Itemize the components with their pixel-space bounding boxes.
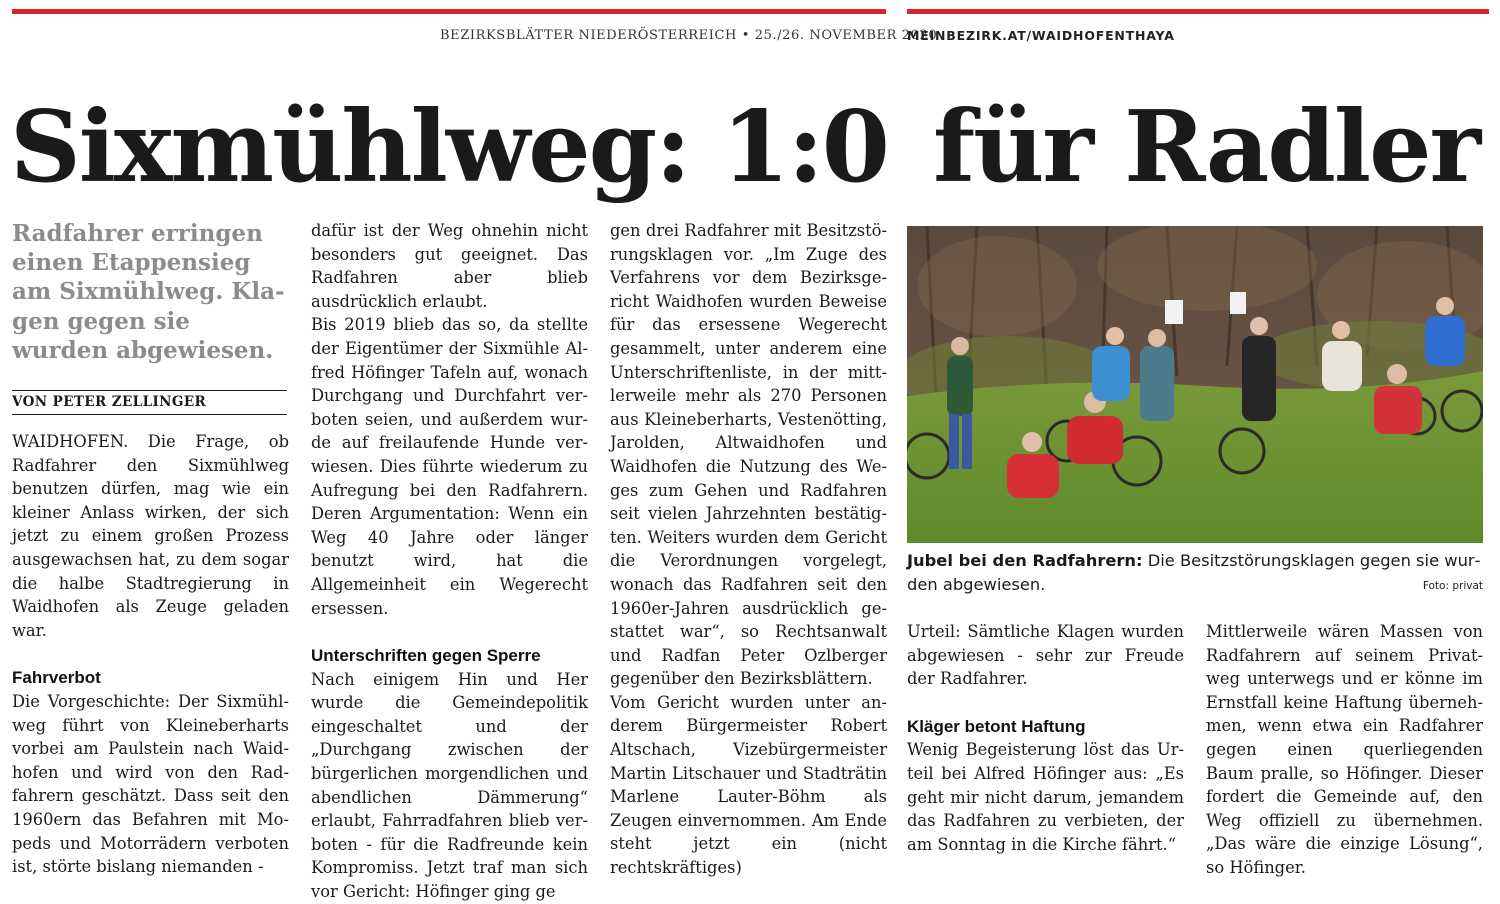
header-rule-left xyxy=(12,9,886,14)
article-column-3 xyxy=(610,219,887,880)
photo-credit: Foto: privat xyxy=(1422,580,1483,592)
paragraph: Nach einigem Hin und Her wurde die Gemeindepolitik eingeschaltet und der „Durchgang zwischen der bürgerlichen morgendlichen und abendlichen Dämmerung“ erlaubt, Fahrradfahren blieb verboten - für die Radfreunde kein Kompromiss. Jetzt traf man sich vor Gericht: Höfinger ging ge xyxy=(311,669,588,902)
paragraph: Mittlerweile wären Massen von Radfahrern auf seinem Privatweg unterwegs und er könne im Ernstfall keine Haftung übernehmen, wenn etwa ein Radfahrer gegen einen querliegenden Baum pralle, so Höfinger. Dieser fordert die Gemeinde auf, den Weg offiziell zu übernehmen. „Das wäre die einzige Lösung“, so Höfinger. xyxy=(1206,622,1483,877)
subheading-klaeger: Kläger betont Haftung xyxy=(907,716,1086,736)
paragraph: Die Vorgeschichte: Der Sixmühlweg führt von Kleineberharts vorbei am Paulstein nach Waidhofen und wird von den Radfahrern geschätzt. Dass seit den 1960ern das Befahren mit Mopeds und Motorrädern verboten ist, störte bislang niemanden - xyxy=(12,691,289,877)
caption-text: Die Besitzstörungsklagen gegen sie wurden abgewiesen. xyxy=(907,551,1481,594)
cyclists-photo-illustration xyxy=(907,226,1483,543)
paragraph: Bis 2019 blieb das so, da stellte der Eigentümer der Sixmühle Alfred Höfinger Tafeln auf, wonach Durchgang und Durchfahrt verboten seien, und außerdem wurde auf freilaufende Hunde verwiesen. Dies führte wiederum zu Aufregung bei den Radfahrern. Deren Argumentation: Wenn ein Weg 40 Jahre oder länger benutzt wird, hat die Allgemeinheit ein Wegerecht ersessen. xyxy=(311,315,588,618)
byline: VON PETER ZELLINGER xyxy=(12,394,207,410)
paragraph: Urteil: Sämtliche Klagen wurden abgewiesen - sehr zur Freude der Radfahrer. xyxy=(907,622,1184,689)
cyclists-photo xyxy=(907,226,1483,543)
article-column-5 xyxy=(1206,620,1483,880)
article-column-2 xyxy=(311,219,588,904)
website-link[interactable]: MEINBEZIRK.AT/WAIDHOFENTHAYA xyxy=(907,28,1175,43)
caption-label: Jubel bei den Radfahrern: xyxy=(907,551,1143,570)
headline-part-1: Sixmühlweg: 1:0 xyxy=(10,90,888,205)
header-rule-right xyxy=(907,9,1489,14)
headline-part-2: für Radler xyxy=(933,90,1480,205)
paragraph: Wenig Begeisterung löst das Urteil bei Alfred Höfinger aus: „Es geht mir nicht darum, jemandem das Radfahren zu verbieten, der am Sonntag in die Kirche fährt.“ xyxy=(907,740,1184,854)
lead-paragraph: Radfahrer erringen einen Etappensieg am Sixmühlweg. Klagen gegen sie wurden abgewiesen. xyxy=(12,220,285,364)
byline-rule-bottom xyxy=(12,414,287,415)
byline-rule-top xyxy=(12,390,287,391)
paragraph: WAIDHOFEN. Die Frage, ob Radfahrer den Sixmühlweg benutzen dürfen, mag wie ein kleiner Anlass wirken, der sich jetzt zu einem großen Prozess ausgewachsen hat, zu dem sogar die halbe Stadtregierung in Waidhofen als Zeuge geladen war. xyxy=(12,432,289,640)
publication-dateline: BEZIRKSBLÄTTER NIEDERÖSTERREICH • 25./26. NOVEMBER 2020 xyxy=(440,28,938,43)
subheading-fahrverbot: Fahrverbot xyxy=(12,668,101,688)
subheading-unterschriften: Unterschriften gegen Sperre xyxy=(311,646,541,666)
photo-caption xyxy=(907,549,1483,596)
paragraph: gen drei Radfahrer mit Besitzstörungsklagen vor. „Im Zuge des Verfahrens vor dem Bezirksgericht Waidhofen wurden Beweise für das ersessene Wegerecht gesammelt, unter anderem eine Unterschriftenliste, in der mittlerweile mehr als 270 Personen aus Kleineberharts, Vestenötting, Jarolden, Altwaidhofen und Waidhofen die Nutzung des Weges zum Gehen und Radfahren seit vielen Jahrzehnten bestätigten. Weiters wurden dem Gericht die Verordnungen vorgelegt, wonach das Radfahren seit den 1960er-Jahren ausdrücklich gestattet war“, so Rechtsanwalt und Radfan Peter Ozlberger gegenüber den Bezirksblättern. xyxy=(610,221,887,689)
paragraph: Vom Gericht wurden unter anderem Bürgermeister Robert Altschach, Vizebürgermeister Martin Litschauer und Stadträtin Marlene Lauter-Böhm als Zeugen einvernommen. Am Ende steht jetzt ein (nicht rechtskräftiges) xyxy=(610,692,887,878)
article-column-4 xyxy=(907,620,1184,856)
article-column-1 xyxy=(12,430,289,879)
paragraph: dafür ist der Weg ohnehin nicht besonders gut geeignet. Das Radfahren aber blieb ausdrücklich erlaubt. xyxy=(311,221,588,311)
